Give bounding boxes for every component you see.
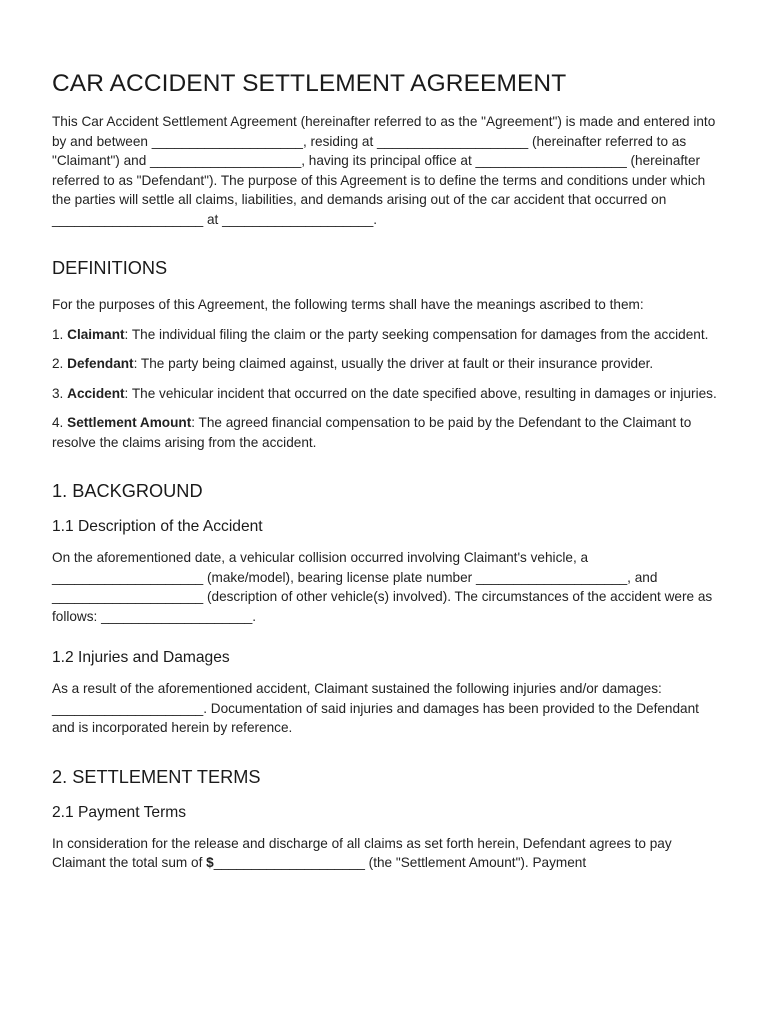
payment-terms-text: In consideration for the release and discharge of all claims as set forth herein, Defendant agrees to pay Claimant the total sum of $____________________ (the "Settlement Amount"). Payment — [52, 835, 672, 870]
injuries-damages-heading: 1.2 Injuries and Damages — [52, 649, 230, 666]
definition-item: 2. Defendant: The party being claimed against, usually the driver at fault or their insurance provider. — [52, 356, 654, 371]
intro-paragraph: This Car Accident Settlement Agreement (hereinafter referred to as the "Agreement") is made and entered into by and between ____________________, residing at ____________________ (hereinafter referred to as "Claimant") and ____________________, having its principal office at ____________________ (hereinafter referred to as "Defendant"). The purpose of this Agreement is to define the terms and conditions under which the parties will settle all claims, liabilities, and demands arising out of the car accident that occurred on ____________________ at ____________________. — [52, 114, 716, 227]
definition-item: 1. Claimant: The individual filing the claim or the party seeking compensation for damages from the accident. — [52, 326, 709, 342]
definitions-intro: For the purposes of this Agreement, the following terms shall have the meanings ascribed to them: — [52, 297, 644, 312]
injuries-damages-text: As a result of the aforementioned accident, Claimant sustained the following injuries and/or damages: ____________________. Documentation of said injuries and damages has been provided to the Defendant and is incorporated herein by reference. — [52, 681, 699, 735]
document-title: CAR ACCIDENT SETTLEMENT AGREEMENT — [52, 70, 567, 97]
definition-item: 4. Settlement Amount: The agreed financial compensation to be paid by the Defendant to the Claimant to resolve the claims arising from the accident. — [52, 415, 692, 450]
settlement-terms-heading: 2. SETTLEMENT TERMS — [52, 766, 261, 787]
accident-description-heading: 1.1 Description of the Accident — [52, 518, 263, 535]
payment-terms-heading: 2.1 Payment Terms — [52, 803, 187, 821]
accident-description-text: On the aforementioned date, a vehicular collision occurred involving Claimant's vehicle, a ____________________ (make/model), bearing license plate number ____________________, and ____________________ (description of other vehicle(s) involved). The circumstances of the accident were as follows: ____________________. — [52, 550, 713, 624]
background-heading: 1. BACKGROUND — [52, 481, 203, 501]
definition-item: 3. Accident: The vehicular incident that occurred on the date specified above, resulting in damages or injuries. — [52, 385, 717, 401]
document-content — [52, 70, 720, 873]
definitions-heading: DEFINITIONS — [52, 258, 168, 278]
